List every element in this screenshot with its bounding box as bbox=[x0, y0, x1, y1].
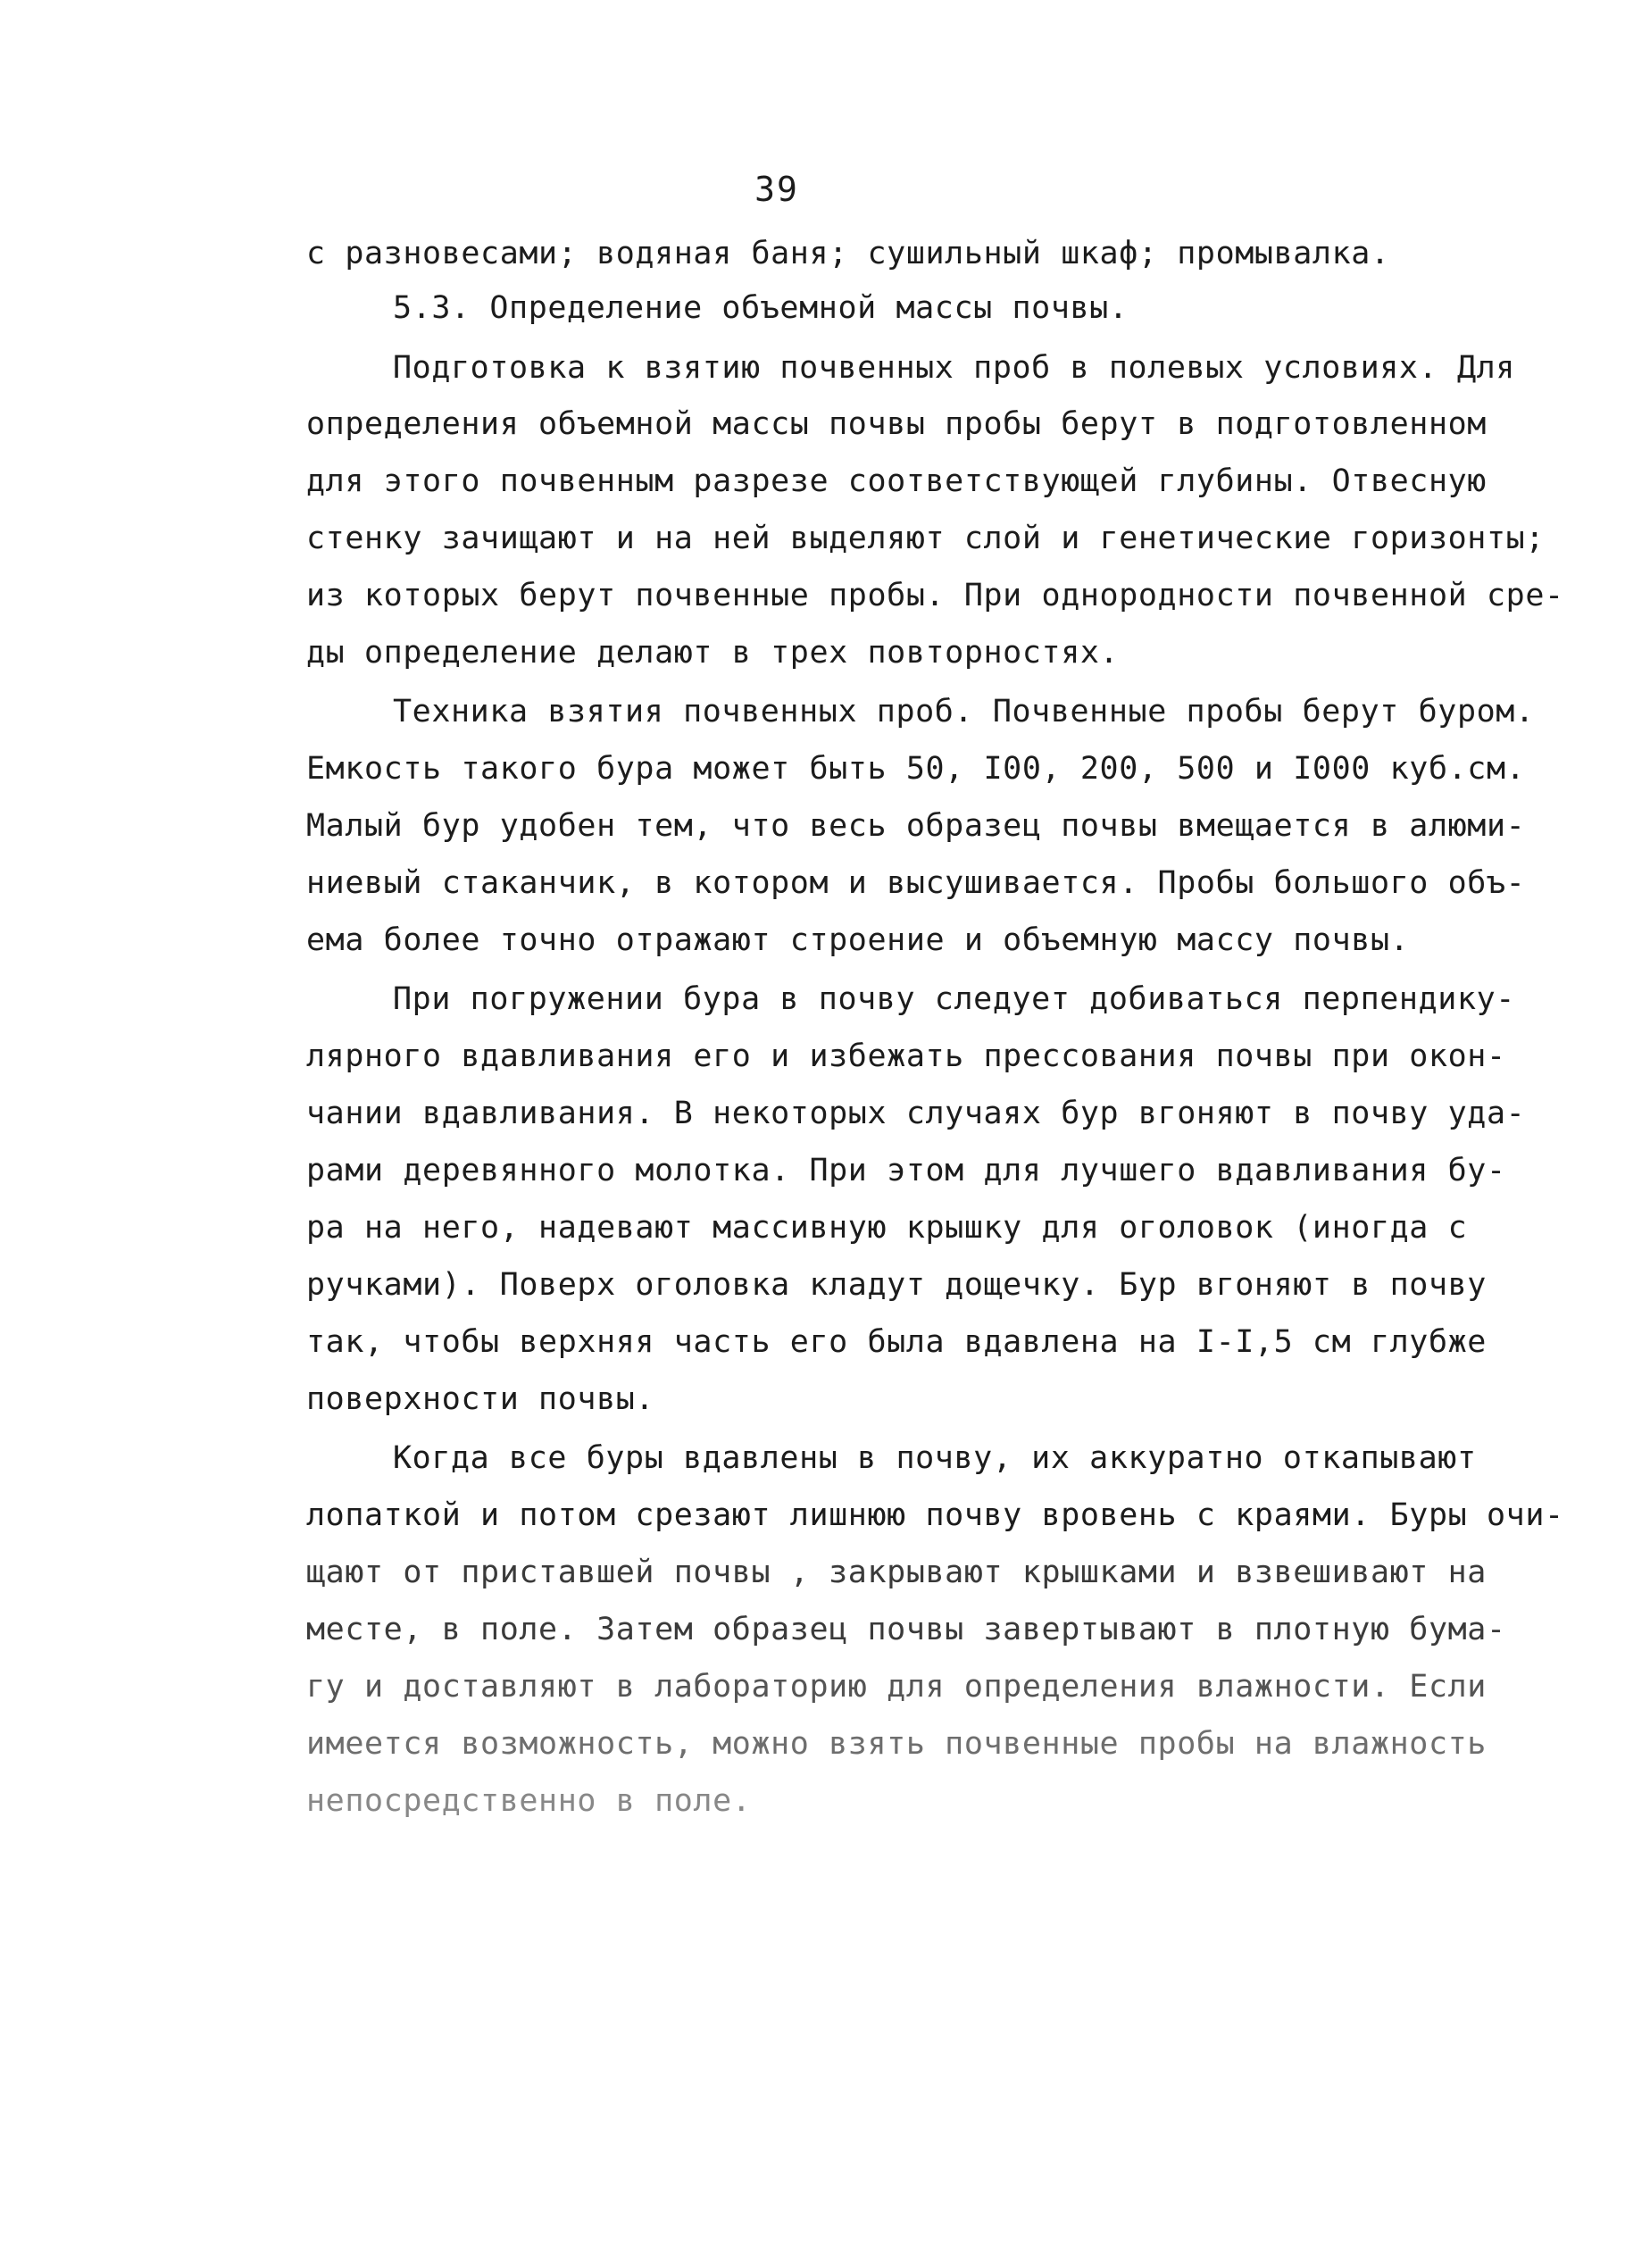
text-line-20: так, чтобы верхняя часть его была вдавлена на I-I,5 см глубже bbox=[306, 1324, 1487, 1360]
text-line-10: Емкость такого бура может быть 50, I00, 200, 500 и I000 куб.см. bbox=[306, 751, 1526, 787]
text-line-5: для этого почвенным разрезе соответствующей глубины. Отвесную bbox=[306, 463, 1487, 499]
text-line-27: имеется возможность, можно взять почвенные пробы на влажность bbox=[306, 1726, 1487, 1762]
text-line-28: непосредственно в поле. bbox=[306, 1783, 752, 1819]
text-line-22: Когда все буры вдавлены в почву, их аккуратно откапывают bbox=[393, 1440, 1477, 1476]
text-line-13: ема более точно отражают строение и объемную массу почвы. bbox=[306, 922, 1410, 958]
text-line-8: ды определение делают в трех повторностях. bbox=[306, 635, 1120, 671]
text-line-18: ра на него, надевают массивную крышку для оголовок (иногда с bbox=[306, 1210, 1468, 1246]
text-line-11: Малый бур удобен тем, что весь образец почвы вмещается в алюми- bbox=[306, 808, 1526, 844]
section-heading: 5.3. Определение объемной массы почвы. bbox=[393, 290, 1129, 326]
text-line-21: поверхности почвы. bbox=[306, 1381, 655, 1417]
text-line-15: лярного вдавливания его и избежать прессования почвы при окон- bbox=[306, 1038, 1506, 1074]
text-line-3: Подготовка к взятию почвенных проб в полевых условиях. Для bbox=[393, 350, 1515, 386]
text-line-26: гу и доставляют в лабораторию для определения влажности. Если bbox=[306, 1669, 1487, 1705]
text-line-7: из которых берут почвенные пробы. При однородности почвенной сре- bbox=[306, 578, 1564, 613]
text-line-17: рами деревянного молотка. При этом для лучшего вдавливания бу- bbox=[306, 1153, 1506, 1188]
text-line-19: ручками). Поверх оголовка кладут дощечку. Бур вгоняют в почву bbox=[306, 1267, 1487, 1303]
text-line-16: чании вдавливания. В некоторых случаях бур вгоняют в почву уда- bbox=[306, 1096, 1526, 1131]
text-line-25: месте, в поле. Затем образец почвы завертывают в плотную бума- bbox=[306, 1612, 1506, 1647]
page-number: 39 bbox=[754, 170, 799, 209]
text-line-24: щают от приставшей почвы , закрывают крышками и взвешивают на bbox=[306, 1555, 1487, 1590]
text-line-1: с разновесами; водяная баня; сушильный шкаф; промывалка. bbox=[306, 236, 1390, 271]
text-line-14: При погружении бура в почву следует добиваться перпендику- bbox=[393, 981, 1515, 1017]
text-line-23: лопаткой и потом срезают лишнюю почву вровень с краями. Буры очи- bbox=[306, 1497, 1564, 1533]
text-line-12: ниевый стаканчик, в котором и высушивается. Пробы большого объ- bbox=[306, 865, 1526, 901]
text-line-6: стенку зачищают и на ней выделяют слой и генетические горизонты; bbox=[306, 521, 1545, 556]
text-line-9: Техника взятия почвенных проб. Почвенные пробы берут буром. bbox=[393, 694, 1535, 730]
text-line-4: определения объемной массы почвы пробы берут в подготовленном bbox=[306, 406, 1487, 442]
